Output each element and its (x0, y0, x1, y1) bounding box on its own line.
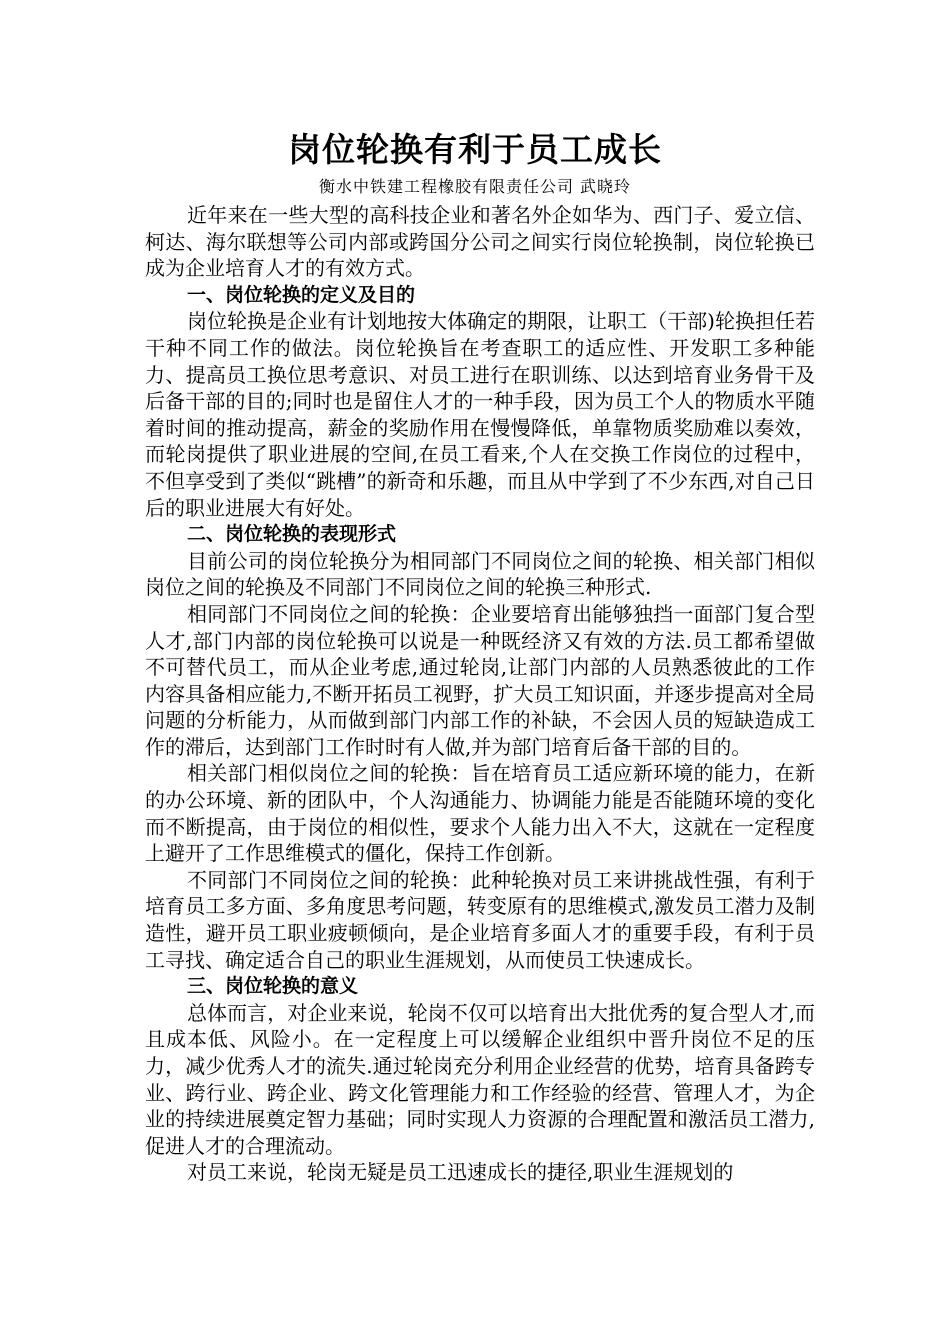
paragraph-forms-overview: 目前公司的岗位轮换分为相同部门不同岗位之间的轮换、相关部门相似岗位之间的轮换及不同部门不同岗位之间的轮换三种形式. (145, 548, 815, 600)
document-byline: 衡水中铁建工程橡胶有限责任公司 武晓玲 (318, 177, 632, 196)
paragraph-different-department: 不同部门不同岗位之间的轮换：此种轮换对员工来讲挑战性强，有利于培育员工多方面、多角度思考问题，转变原有的思维模式,激发员工潜力及制造性，避开员工职业疲顿倾向，是企业培育多面人才的重要手段，有利于员工寻找、确定适合自己的职业生涯规划，从而使员工快速成长。 (145, 867, 815, 972)
paragraph-related-department: 相关部门相似岗位之间的轮换：旨在培育员工适应新环境的能力，在新的办公环境、新的团队中，个人沟通能力、协调能力能是否能随环境的变化而不断提高，由于岗位的相似性，要求个人能力出入不大，这就在一定程度上避开了工作思维模式的僵化，保持工作创新。 (145, 761, 815, 866)
section-heading-forms: 二、岗位轮换的表现形式 (187, 523, 397, 546)
paragraph-significance-employee: 对员工来说，轮岗无疑是员工迅速成长的捷径,职业生涯规划的 (187, 1160, 734, 1185)
paragraph-definition: 岗位轮换是企业有计划地按大体确定的期限，让职工（干部)轮换担任若干种不同工作的做法。岗位轮换旨在考查职工的适应性、开发职工多种能力、提高员工换位思考意识、对员工进行在职训练、以达到培育业务骨干及后备干部的目的;同时也是留住人才的一种手段，因为员工个人的物质水平随着时间的推动提高，薪金的奖励作用在慢慢降低，单靠物质奖励难以奏效，而轮岗提供了职业进展的空间,在员工看来,个人在交换工作岗位的过程中，不但享受到了类似“跳槽”的新奇和乐趣，而且从中学到了不少东西,对自己日后的职业进展大有好处。 (145, 309, 815, 520)
section-heading-definition: 一、岗位轮换的定义及目的 (187, 283, 416, 306)
section-heading-significance: 三、岗位轮换的意义 (187, 975, 359, 998)
paragraph-significance-enterprise: 总体而言，对企业来说，轮岗不仅可以培育出大批优秀的复合型人才,而且成本低、风险小。在一定程度上可以缓解企业组织中晋升岗位不足的压力，减少优秀人才的流失.通过轮岗充分利用企业经营的优势，培育具备跨专业、跨行业、跨企业、跨文化管理能力和工作经验的经营、管理人才，为企业的持续进展奠定智力基础；同时实现人力资源的合理配置和激活员工潜力,促进人才的合理流动。 (145, 1000, 815, 1158)
document-title: 岗位轮换有利于员工成长 (288, 130, 662, 169)
document-body (145, 202, 815, 1186)
paragraph-same-department: 相同部门不同岗位之间的轮换：企业要培育出能够独挡一面部门复合型人才,部门内部的岗位轮换可以说是一种既经济又有效的方法.员工都希望做不可替代员工，而从企业考虑,通过轮岗,让部门内部的人员熟悉彼此的工作内容具备相应能力,不断开拓员工视野，扩大员工知识面，并逐步提高对全局问题的分析能力，从而做到部门内部工作的补缺，不会因人员的短缺造成工作的滞后，达到部门工作时时有人做,并为部门培育后备干部的目的。 (145, 601, 815, 759)
paragraph-intro: 近年来在一些大型的高科技企业和著名外企如华为、西门子、爱立信、柯达、海尔联想等公司内部或跨国分公司之间实行岗位轮换制，岗位轮换已成为企业培育人才的有效方式。 (145, 203, 815, 281)
